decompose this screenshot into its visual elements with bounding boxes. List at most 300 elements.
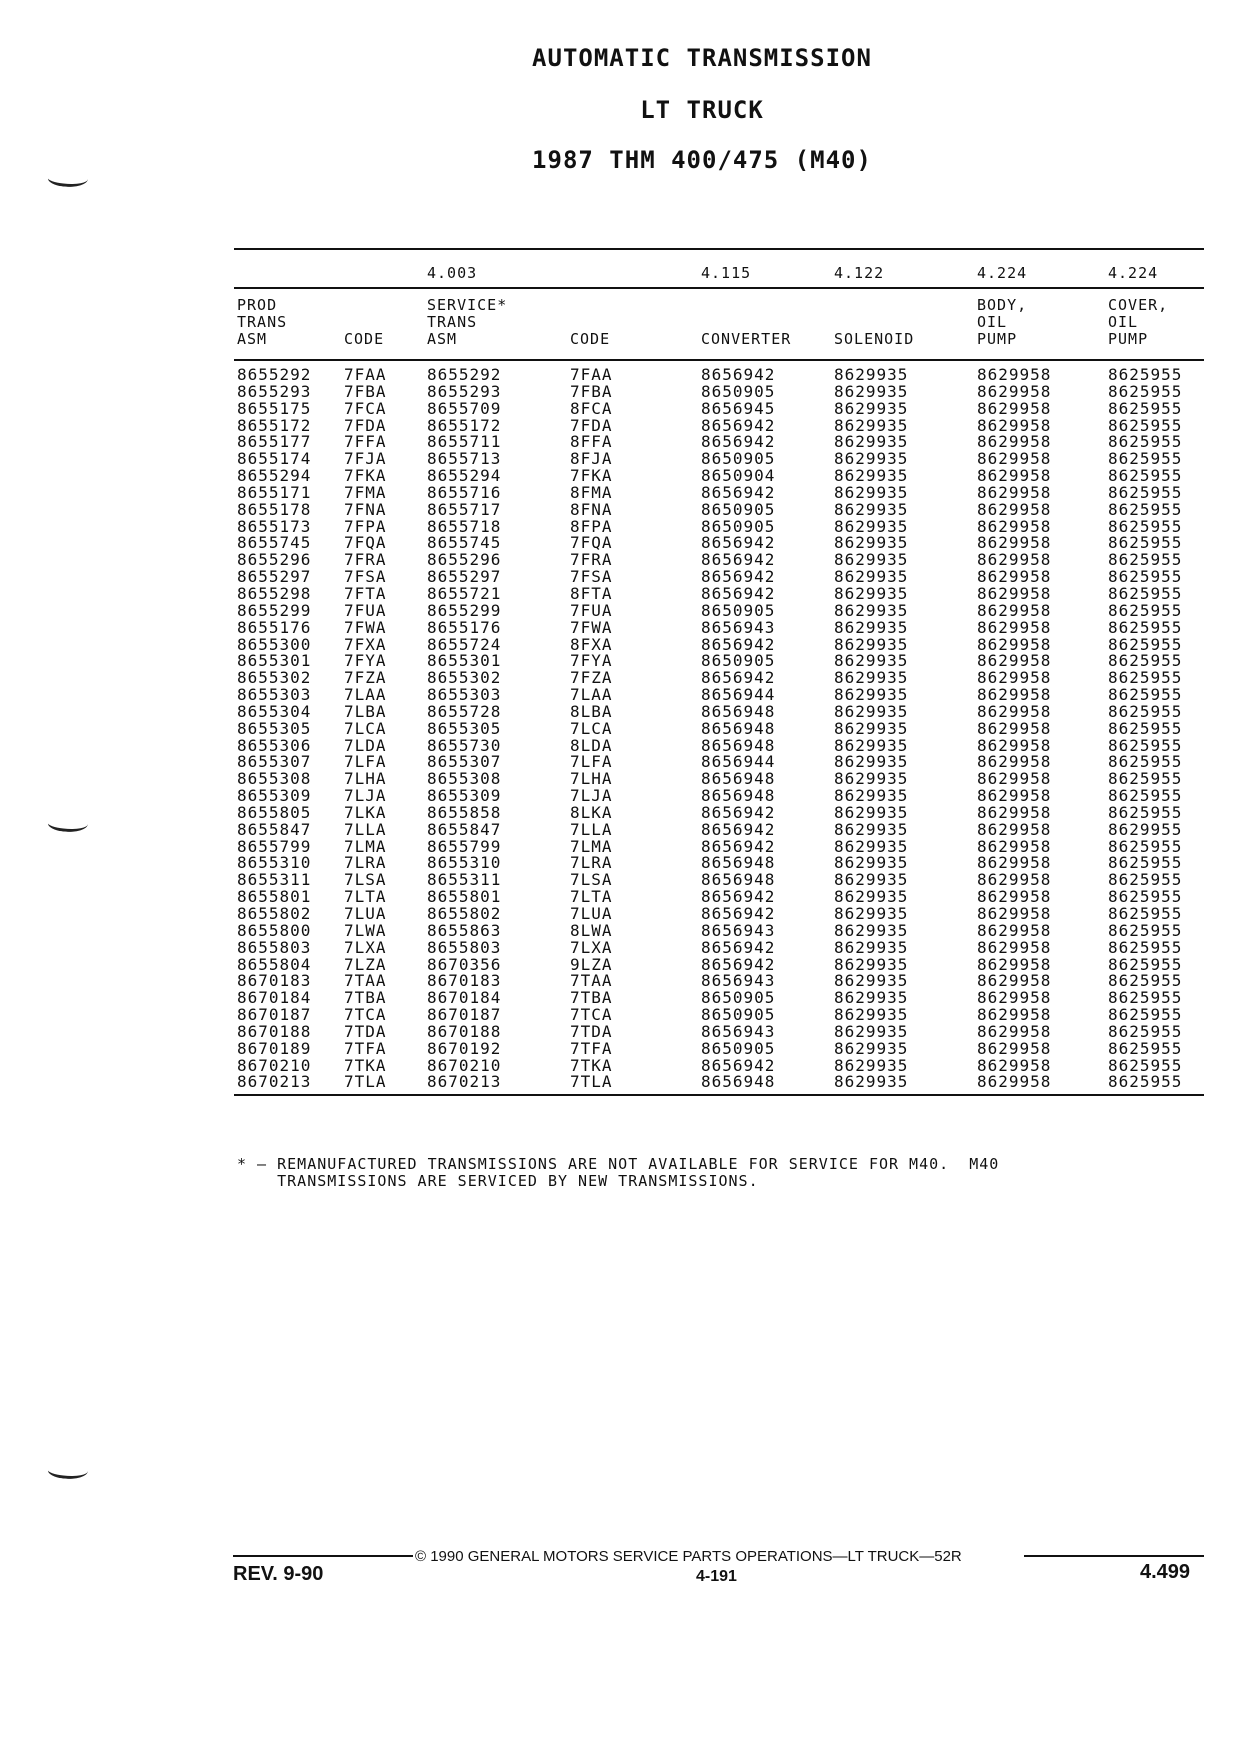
table-cell: 8625955 [1108,971,1183,991]
table-cell: 8656948 [701,1072,776,1092]
table-cell: 7FBA [344,381,387,401]
table-cell: 7FMA [344,482,387,502]
table-cell: 8629958 [977,499,1052,519]
table-cell: 8625955 [1108,920,1183,940]
group-number: 4.115 [701,264,752,282]
table-cell: 7LBA [344,701,387,721]
table-cell: 8629958 [977,971,1052,991]
table-cell: 8629935 [834,718,909,738]
table-cell: 8655308 [237,769,312,789]
table-cell: 8655799 [237,836,312,856]
table-cell: 8655294 [237,466,312,486]
table-cell: 7FUA [344,600,387,620]
table-cell: 8629958 [977,1055,1052,1075]
table-cell: 8629958 [977,954,1052,974]
table-cell: 8629935 [834,533,909,553]
table-cell: 8FCA [570,398,613,418]
table-cell: 8LWA [570,920,613,940]
table-cell: 8655297 [237,567,312,587]
table-cell: 8655305 [427,718,502,738]
table-cell: 8655299 [237,600,312,620]
table-cell: 7LLA [570,819,613,839]
table-cell: 8655745 [237,533,312,553]
table-cell: 8655713 [427,449,502,469]
table-cell: 7LSA [570,870,613,890]
table-cell: 8650905 [701,651,776,671]
table-cell: 8670210 [237,1055,312,1075]
table-cell: 8670189 [237,1038,312,1058]
table-cell: 8629958 [977,735,1052,755]
table-cell: 8625955 [1108,398,1183,418]
table-cell: 8629958 [977,701,1052,721]
table-cell: 8629958 [977,786,1052,806]
table-cell: 8629935 [834,432,909,452]
table-cell: 8629935 [834,870,909,890]
table-cell: 8629958 [977,533,1052,553]
table-cell: 8655292 [237,365,312,384]
table-cell: 8629935 [834,600,909,620]
table-cell: 7FAA [570,365,613,384]
table-cell: 8629935 [834,971,909,991]
table-cell: 8625955 [1108,482,1183,502]
table-cell: 8655804 [237,954,312,974]
table-cell: 7LMA [570,836,613,856]
table-cell: 8656942 [701,583,776,603]
table-cell: 7FKA [344,466,387,486]
table-cell: 8629958 [977,550,1052,570]
table-cell: 8656948 [701,735,776,755]
table-cell: 8655730 [427,735,502,755]
table-cell: 8655308 [427,769,502,789]
table-cell: 8625955 [1108,365,1183,384]
table-cell: 8655173 [237,516,312,536]
table-cell: 8656942 [701,533,776,553]
table-bottom-rule [234,1094,1204,1096]
table-cell: 8629958 [977,1005,1052,1025]
table-cell: 8655847 [237,819,312,839]
table-cell: 8629958 [977,904,1052,923]
group-number: 4.224 [1108,264,1159,282]
table-cell: 7FQA [344,533,387,553]
table-cell: 8629935 [834,752,909,772]
table-cell: 7FSA [344,567,387,587]
table-cell: 8629935 [834,988,909,1008]
table-group-rule [234,287,1204,289]
table-cell: 8625955 [1108,853,1183,873]
title-line-1: AUTOMATIC TRANSMISSION [532,44,872,72]
table-cell: 8656942 [701,482,776,502]
table-cell: 8629935 [834,398,909,418]
binding-mark [47,813,89,834]
table-cell: 8629958 [977,718,1052,738]
table-cell: 8LDA [570,735,613,755]
table-cell: 7LUA [344,904,387,923]
table-cell: 8629958 [977,1021,1052,1041]
table-cell: 8629935 [834,735,909,755]
table-cell: 8656944 [701,685,776,705]
table-cell: 8656942 [701,954,776,974]
table-cell: 8629958 [977,432,1052,452]
table-cell: 8655311 [237,870,312,890]
table-cell: 8629935 [834,365,909,384]
table-cell: 8625955 [1108,1038,1183,1058]
table-cell: 8670183 [237,971,312,991]
table-cell: 8650905 [701,516,776,536]
table-cell: 8625955 [1108,769,1183,789]
table-cell: 8655309 [237,786,312,806]
table-cell: 8655801 [427,887,502,907]
table-cell: 8655292 [427,365,502,384]
table-cell: 8625955 [1108,685,1183,705]
table-cell: 8656942 [701,887,776,907]
table-cell: 7FDA [570,415,613,435]
table-cell: 8625955 [1108,567,1183,587]
table-cell: 8655303 [237,685,312,705]
table-cell: 8655803 [427,937,502,957]
table-cell: 8655800 [237,920,312,940]
table-cell: 8625955 [1108,1005,1183,1025]
table-cell: 8629935 [834,904,909,923]
table-cell: 7FXA [344,634,387,654]
footer-revision: REV. 9-90 [233,1563,324,1585]
table-cell: 8629935 [834,550,909,570]
table-cell: 7FYA [570,651,613,671]
table-cell: 8656942 [701,365,776,384]
table-cell: 7FKA [570,466,613,486]
table-cell: 7LLA [344,819,387,839]
table-cell: 8655296 [427,550,502,570]
table-cell: 8629935 [834,482,909,502]
table-cell: 7FAA [344,365,387,384]
table-header-rule [234,359,1204,361]
table-cell: 8629958 [977,365,1052,384]
table-cell: 8629935 [834,920,909,940]
table-cell: 8655307 [427,752,502,772]
table-cell: 8629935 [834,466,909,486]
table-cell: 8650905 [701,381,776,401]
table-cell: 8650905 [701,600,776,620]
table-cell: 8655728 [427,701,502,721]
table-cell: 8655805 [237,802,312,822]
table-cell: 8670184 [427,988,502,1008]
table-cell: 8625955 [1108,904,1183,923]
table-cell: 8629958 [977,415,1052,435]
table-cell: 8629935 [834,651,909,671]
footer-page-number: 4.499 [1140,1561,1191,1583]
table-cell: 8629958 [977,634,1052,654]
table-cell: 8655294 [427,466,502,486]
table-cell: 8670184 [237,988,312,1008]
table-cell: 8655799 [427,836,502,856]
column-header: CODE [344,330,385,348]
table-cell: 7FSA [570,567,613,587]
table-cell: 8655847 [427,819,502,839]
table-cell: 8655177 [237,432,312,452]
table-cell: 8656942 [701,550,776,570]
table-cell: 7LJA [344,786,387,806]
table-cell: 8650904 [701,466,776,486]
table-cell: 7LCA [344,718,387,738]
table-cell: 8655301 [237,651,312,671]
table-cell: 8656948 [701,769,776,789]
column-header: PROD TRANS ASM [237,296,288,348]
column-header: CONVERTER [701,330,792,348]
table-cell: 7FRA [344,550,387,570]
table-cell: 8625955 [1108,499,1183,519]
table-cell: 7FWA [570,617,613,637]
table-cell: 8650905 [701,1038,776,1058]
table-cell: 7LRA [344,853,387,873]
table-cell: 8629958 [977,567,1052,587]
table-cell: 8629958 [977,819,1052,839]
title-line-2: LT TRUCK [640,96,764,124]
table-cell: 8670187 [427,1005,502,1025]
table-cell: 8655172 [237,415,312,435]
table-cell: 8655171 [237,482,312,502]
table-cell: 8655305 [237,718,312,738]
table-cell: 7LMA [344,836,387,856]
table-cell: 7FPA [344,516,387,536]
table-cell: 7FWA [344,617,387,637]
table-cell: 8655296 [237,550,312,570]
table-cell: 8656944 [701,752,776,772]
table-cell: 8655175 [237,398,312,418]
table-cell: 8625955 [1108,415,1183,435]
table-cell: 8670188 [427,1021,502,1041]
table-cell: 8629935 [834,583,909,603]
table-cell: 7LTA [344,887,387,907]
table-cell: 7FRA [570,550,613,570]
table-cell: 8629958 [977,1038,1052,1058]
table-cell: 8655863 [427,920,502,940]
table-cell: 8629935 [834,381,909,401]
table-cell: 8670213 [237,1072,312,1092]
table-cell: 8656942 [701,634,776,654]
table-cell: 8629958 [977,920,1052,940]
table-cell: 8656942 [701,836,776,856]
table-cell: 8625955 [1108,651,1183,671]
table-cell: 7FQA [570,533,613,553]
table-cell: 7LAA [344,685,387,705]
table-cell: 8629935 [834,1005,909,1025]
table-cell: 8655858 [427,802,502,822]
table-cell: 7TDA [570,1021,613,1041]
table-cell: 8629935 [834,836,909,856]
footnote: * – REMANUFACTURED TRANSMISSIONS ARE NOT AVAILABLE FOR SERVICE FOR M40. M40 TRANSMISSIONS ARE SERVICED BY NEW TRANSMISSIONS. [237,1155,1000,1190]
table-cell: 8629958 [977,769,1052,789]
table-cell: 8655721 [427,583,502,603]
table-cell: 7FJA [344,449,387,469]
table-cell: 8656942 [701,668,776,688]
table-cell: 8655293 [427,381,502,401]
table-cell: 8625955 [1108,988,1183,1008]
table-cell: 7FCA [344,398,387,418]
table-cell: 8655310 [427,853,502,873]
table-cell: 8629935 [834,668,909,688]
table-cell: 7TBA [344,988,387,1008]
table-cell: 8625955 [1108,1072,1183,1092]
table-cell: 8625955 [1108,516,1183,536]
table-cell: 8655176 [237,617,312,637]
table-cell: 8655716 [427,482,502,502]
table-cell: 7TCA [570,1005,613,1025]
table-cell: 7LSA [344,870,387,890]
table-cell: 8625955 [1108,617,1183,637]
table-cell: 8629958 [977,583,1052,603]
table-cell: 8629958 [977,853,1052,873]
table-cell: 8625955 [1108,634,1183,654]
table-cell: 8655310 [237,853,312,873]
table-cell: 8656943 [701,617,776,637]
table-cell: 8625955 [1108,937,1183,957]
table-cell: 9LZA [570,954,613,974]
table-cell: 8629958 [977,988,1052,1008]
table-cell: 8625955 [1108,449,1183,469]
group-number: 4.003 [427,264,478,282]
table-cell: 8625955 [1108,432,1183,452]
table-cell: 8629958 [977,617,1052,637]
table-cell: 8656945 [701,398,776,418]
table-cell: 8629958 [977,516,1052,536]
table-cell: 7LFA [344,752,387,772]
table-cell: 8655311 [427,870,502,890]
table-cell: 8629935 [834,1055,909,1075]
table-cell: 8625955 [1108,381,1183,401]
table-cell: 8629958 [977,600,1052,620]
table-cell: 8629935 [834,634,909,654]
table-cell: 8656943 [701,920,776,940]
table-cell: 7TLA [570,1072,613,1092]
table-cell: 7LTA [570,887,613,907]
table-cell: 7LKA [344,802,387,822]
table-cell: 7FBA [570,381,613,401]
footer-rule-right [1024,1555,1204,1557]
table-cell: 8FFA [570,432,613,452]
table-cell: 8LKA [570,802,613,822]
table-cell: 7LCA [570,718,613,738]
table-cell: 8625955 [1108,1021,1183,1041]
table-cell: 8629958 [977,398,1052,418]
table-cell: 7TFA [344,1038,387,1058]
table-cell: 7FFA [344,432,387,452]
table-cell: 8650905 [701,499,776,519]
table-cell: 8670192 [427,1038,502,1058]
table-cell: 7TFA [570,1038,613,1058]
table-cell: 8655801 [237,887,312,907]
table-cell: 8629958 [977,1072,1052,1092]
table-cell: 8629958 [977,381,1052,401]
table-cell: 8655303 [427,685,502,705]
table-cell: 8650905 [701,988,776,1008]
table-cell: 8670213 [427,1072,502,1092]
table-cell: 8655803 [237,937,312,957]
table-cell: 8655309 [427,786,502,806]
table-cell: 8629958 [977,668,1052,688]
footer-copyright: © 1990 GENERAL MOTORS SERVICE PARTS OPERATIONS—LT TRUCK—52R [415,1548,962,1565]
table-top-rule [234,248,1204,250]
table-cell: 7TLA [344,1072,387,1092]
table-cell: 8625955 [1108,870,1183,890]
table-cell: 8656942 [701,937,776,957]
table-cell: 8625955 [1108,701,1183,721]
table-cell: 8629958 [977,836,1052,856]
table-cell: 8656948 [701,786,776,806]
table-cell: 8656942 [701,432,776,452]
table-cell: 8629958 [977,466,1052,486]
table-cell: 7LJA [570,786,613,806]
table-cell: 8629935 [834,769,909,789]
table-cell: 8670188 [237,1021,312,1041]
table-cell: 8629935 [834,499,909,519]
table-cell: 8670356 [427,954,502,974]
column-header: SOLENOID [834,330,915,348]
table-cell: 8670210 [427,1055,502,1075]
table-cell: 8655176 [427,617,502,637]
footer-page-center: 4-191 [696,1568,737,1585]
table-cell: 7LDA [344,735,387,755]
table-cell: 8FTA [570,583,613,603]
table-cell: 8625955 [1108,668,1183,688]
table-cell: 8655306 [237,735,312,755]
table-cell: 8629935 [834,954,909,974]
table-cell: 8625955 [1108,735,1183,755]
table-cell: 8629935 [834,617,909,637]
table-cell: 8625955 [1108,718,1183,738]
table-cell: 8629935 [834,802,909,822]
column-header: BODY, OIL PUMP [977,296,1028,348]
table-cell: 8629935 [834,685,909,705]
table-cell: 8655302 [427,668,502,688]
table-cell: 8655299 [427,600,502,620]
table-cell: 8625955 [1108,887,1183,907]
table-cell: 8629958 [977,482,1052,502]
table-cell: 8655174 [237,449,312,469]
table-cell: 8625955 [1108,802,1183,822]
table-cell: 8655297 [427,567,502,587]
table-cell: 8629958 [977,937,1052,957]
table-cell: 8656942 [701,567,776,587]
table-cell: 8625955 [1108,752,1183,772]
table-cell: 7FYA [344,651,387,671]
table-cell: 7FZA [570,668,613,688]
table-cell: 8655709 [427,398,502,418]
table-cell: 7LHA [344,769,387,789]
table-cell: 8656948 [701,701,776,721]
table-cell: 8629958 [977,651,1052,671]
table-cell: 8629935 [834,1072,909,1092]
table-cell: 8629958 [977,752,1052,772]
table-cell: 7FZA [344,668,387,688]
table-cell: 8655178 [237,499,312,519]
table-cell: 8655300 [237,634,312,654]
column-header: CODE [570,330,611,348]
table-cell: 7LXA [570,937,613,957]
table-cell: 7TCA [344,1005,387,1025]
table-cell: 8656942 [701,819,776,839]
table-cell: 8629935 [834,516,909,536]
title-line-3: 1987 THM 400/475 (M40) [532,146,872,174]
table-cell: 8629935 [834,887,909,907]
table-cell: 8629935 [834,1021,909,1041]
table-cell: 7FNA [344,499,387,519]
table-cell: 8629955 [1108,819,1183,839]
table-cell: 8655717 [427,499,502,519]
table-cell: 8650905 [701,449,776,469]
table-cell: 8650905 [701,1005,776,1025]
table-cell: 8625955 [1108,600,1183,620]
table-cell: 8655711 [427,432,502,452]
table-cell: 7LUA [570,904,613,923]
